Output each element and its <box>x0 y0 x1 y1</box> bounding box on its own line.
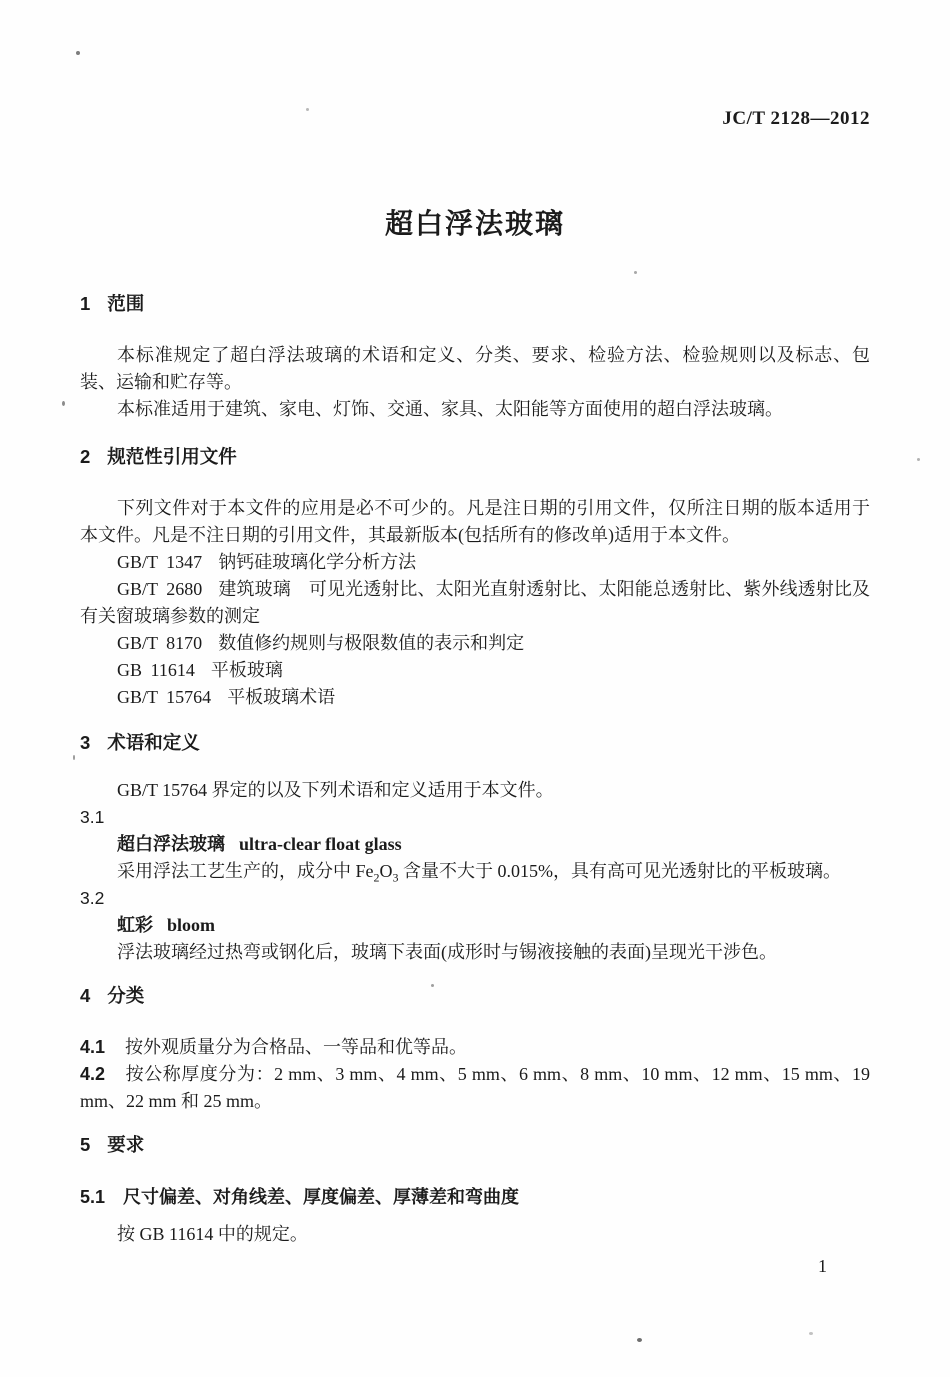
section-3-number: 3 <box>80 732 91 753</box>
definition-text: 含量不大于 0.015%，具有高可见光透射比的平板玻璃。 <box>398 861 841 881</box>
section-1-heading <box>80 292 870 316</box>
section-4-number: 4 <box>80 985 91 1006</box>
page-content <box>80 0 870 1248</box>
section-1-title: 范围 <box>107 293 145 314</box>
reference-code: GB 11614 <box>117 660 195 680</box>
document-title: 超白浮法玻璃 <box>384 208 565 239</box>
chemical-subscript: 3 <box>392 870 399 885</box>
clause-number: 4.1 <box>80 1037 106 1057</box>
chemical-subscript: 2 <box>373 870 380 885</box>
reference-item <box>80 576 870 630</box>
reference-title: 平板玻璃术语 <box>227 687 336 707</box>
term-definition-3-1 <box>80 858 870 885</box>
section-1-number: 1 <box>80 293 91 314</box>
term-entry-3-2 <box>80 912 870 939</box>
scan-speck <box>917 458 920 461</box>
reference-item <box>80 684 870 711</box>
term-entry-3-1 <box>80 831 870 858</box>
clause-title: 尺寸偏差、对角线差、厚度偏差、厚薄差和弯曲度 <box>123 1187 520 1207</box>
section-5-title: 要求 <box>107 1134 145 1155</box>
section-5-number: 5 <box>80 1134 91 1155</box>
definition-text: O <box>379 861 393 881</box>
clause-5-1-text: 按 GB 11614 中的规定。 <box>117 1224 308 1244</box>
reference-code: GB/T 1347 <box>117 552 203 572</box>
definition-text: 采用浮法工艺生产的，成分中 Fe <box>117 861 374 881</box>
scan-speck <box>62 401 65 406</box>
clause-4-1 <box>80 1034 870 1061</box>
section-4-heading <box>80 984 870 1008</box>
clause-4-2 <box>80 1061 870 1115</box>
clause-number: 4.2 <box>80 1064 106 1084</box>
section-4-title: 分类 <box>107 985 145 1006</box>
scan-speck <box>73 755 75 760</box>
reference-title: 平板玻璃 <box>210 660 283 680</box>
clause-text: 按公称厚度分为：2 mm、3 mm、4 mm、5 mm、6 mm、8 mm、10 mm、12 mm、15 mm、19 mm、22 mm 和 25 mm。 <box>80 1064 870 1111</box>
section-3-intro: GB/T 15764 界定的以及下列术语和定义适用于本文件。 <box>117 780 554 800</box>
section-5-heading <box>80 1133 870 1157</box>
term-chinese: 虹彩 <box>117 915 153 935</box>
reference-code: GB/T 8170 <box>117 633 203 653</box>
section-1-paragraph-2: 本标准适用于建筑、家电、灯饰、交通、家具、太阳能等方面使用的超白浮法玻璃。 <box>117 399 783 419</box>
term-english: ultra-clear float glass <box>239 834 402 854</box>
clause-5-1-heading <box>80 1185 870 1209</box>
reference-code: GB/T 15764 <box>117 687 212 707</box>
page-number: 1 <box>818 1256 827 1276</box>
reference-title: 建筑玻璃 可见光透射比、太阳光直射透射比、太阳能总透射比、紫外线透射比及有关窗玻璃参数的测定 <box>80 579 870 626</box>
section-2-title: 规范性引用文件 <box>107 446 237 467</box>
scan-speck <box>809 1332 813 1335</box>
standard-code: JC/T 2128—2012 <box>722 108 870 129</box>
term-english: bloom <box>167 915 216 935</box>
section-2-heading <box>80 445 870 469</box>
clause-number: 5.1 <box>80 1187 106 1207</box>
section-1-paragraph-1: 本标准规定了超白浮法玻璃的术语和定义、分类、要求、检验方法、检验规则以及标志、包装、运输和贮存等。 <box>80 345 870 392</box>
scan-speck <box>637 1338 642 1342</box>
reference-item <box>80 630 870 657</box>
section-3-heading <box>80 731 870 755</box>
clause-number-3-1: 3.1 <box>80 807 105 827</box>
clause-text: 按外观质量分为合格品、一等品和优等品。 <box>125 1037 468 1057</box>
reference-code: GB/T 2680 <box>117 579 203 599</box>
section-2-number: 2 <box>80 446 91 467</box>
section-3-title: 术语和定义 <box>107 732 200 753</box>
term-chinese: 超白浮法玻璃 <box>117 834 225 854</box>
reference-item <box>80 549 870 576</box>
term-definition-3-2: 浮法玻璃经过热弯或钢化后，玻璃下表面(成形时与锡液接触的表面)呈现光干涉色。 <box>117 942 777 962</box>
section-2-paragraph-1: 下列文件对于本文件的应用是必不可少的。凡是注日期的引用文件，仅所注日期的版本适用于本文件。凡是不注日期的引用文件，其最新版本(包括所有的修改单)适用于本文件。 <box>80 498 870 545</box>
reference-title: 钠钙硅玻璃化学分析方法 <box>218 552 417 572</box>
clause-number-3-2: 3.2 <box>80 888 105 908</box>
reference-title: 数值修约规则与极限数值的表示和判定 <box>218 633 525 653</box>
reference-item <box>80 657 870 684</box>
